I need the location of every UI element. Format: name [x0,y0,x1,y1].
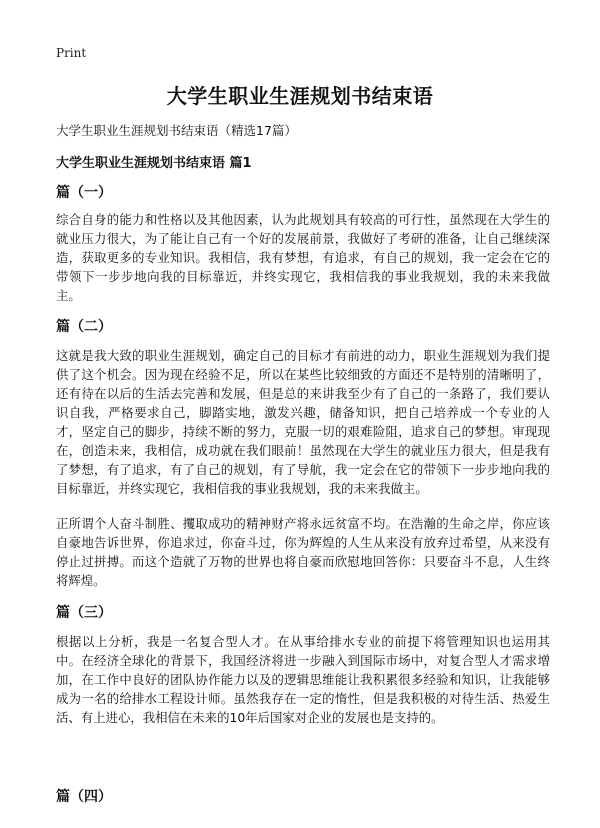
section-1-paragraph-1: 综合自身的能力和性格以及其他因素，认为此规划具有较高的可行性，虽然现在大学生的就业压力很大，为了能让自己有一个好的发展前景，我做好了考研的准备，让自己继续深造，获取更多的专业知识。我相信，我有梦想，有追求，有自己的规划，我一定会在它的带领下一步步地向我的目标靠近，并终实现它，我相信我的事业我规划，我的未来我做主。 [56,212,550,303]
section-2-paragraph-1: 这就是我大致的职业生涯规划，确定自己的目标才有前进的动力，职业生涯规划为我们提供了这个机会。因为现在经验不足，所以在某些比较细致的方面还不是特别的清晰明了，还有待在以后的生活去完善和发展，但是总的来讲我至少有了自己的一条路了，我们要认识自我，严格要求自己，脚踏实地，激发兴趣，储备知识，把自己培养成一个专业的人才，坚定自己的脚步，持续不断的努力，克服一切的艰难险阻，追求自己的梦想。审现现在，创造未来，我相信，成功就在我们眼前！虽然现在大学生的就业压力很大，但是我有了梦想，有了追求，有了自己的规划，有了导航，我一定会在它的带领下一步步地向我的目标靠近，并终实现它，我相信我的事业我规划，我的未来我做主。 [56,348,550,496]
article-heading: 大学生职业生涯规划书结束语 篇1 [56,156,252,171]
section-2-paragraph-2: 正所谓个人奋斗制胜、攫取成功的精神财产将永远贫富不均。在浩瀚的生命之岸，你应该自豪地告诉世界，你追求过，你奋斗过，你为辉煌的人生从来没有放弃过希望，从来没有停止过拼搏。而这个造就了万物的世界也将自豪而欣慰地回答你：只要奋斗不息，人生终将辉煌。 [56,516,550,588]
section-heading-1: 篇（一） [56,185,112,201]
document-subtitle: 大学生职业生涯规划书结束语（精选17篇） [56,123,297,138]
print-label: Print [56,46,87,60]
section-heading-2: 篇（二） [56,319,112,335]
section-heading-4: 篇（四） [56,789,112,805]
page-title: 大学生职业生涯规划书结束语 [166,84,434,108]
section-heading-3: 篇（三） [56,605,112,621]
section-3-paragraph-1: 根据以上分析，我是一名复合型人才。在从事给排水专业的前提下将管理知识也运用其中。在经济全球化的背景下，我国经济将进一步融入到国际市场中，对复合型人才需求增加，在工作中良好的团队协作能力以及的逻辑思维能让我积累很多经验和知识，让我能够成为一名的给排水工程设计师。虽然我存在一定的惰性，但是我积极的对待生活、热爱生活、有上进心，我相信在未来的10年后国家对企业的发展也是支持的。 [56,634,550,725]
